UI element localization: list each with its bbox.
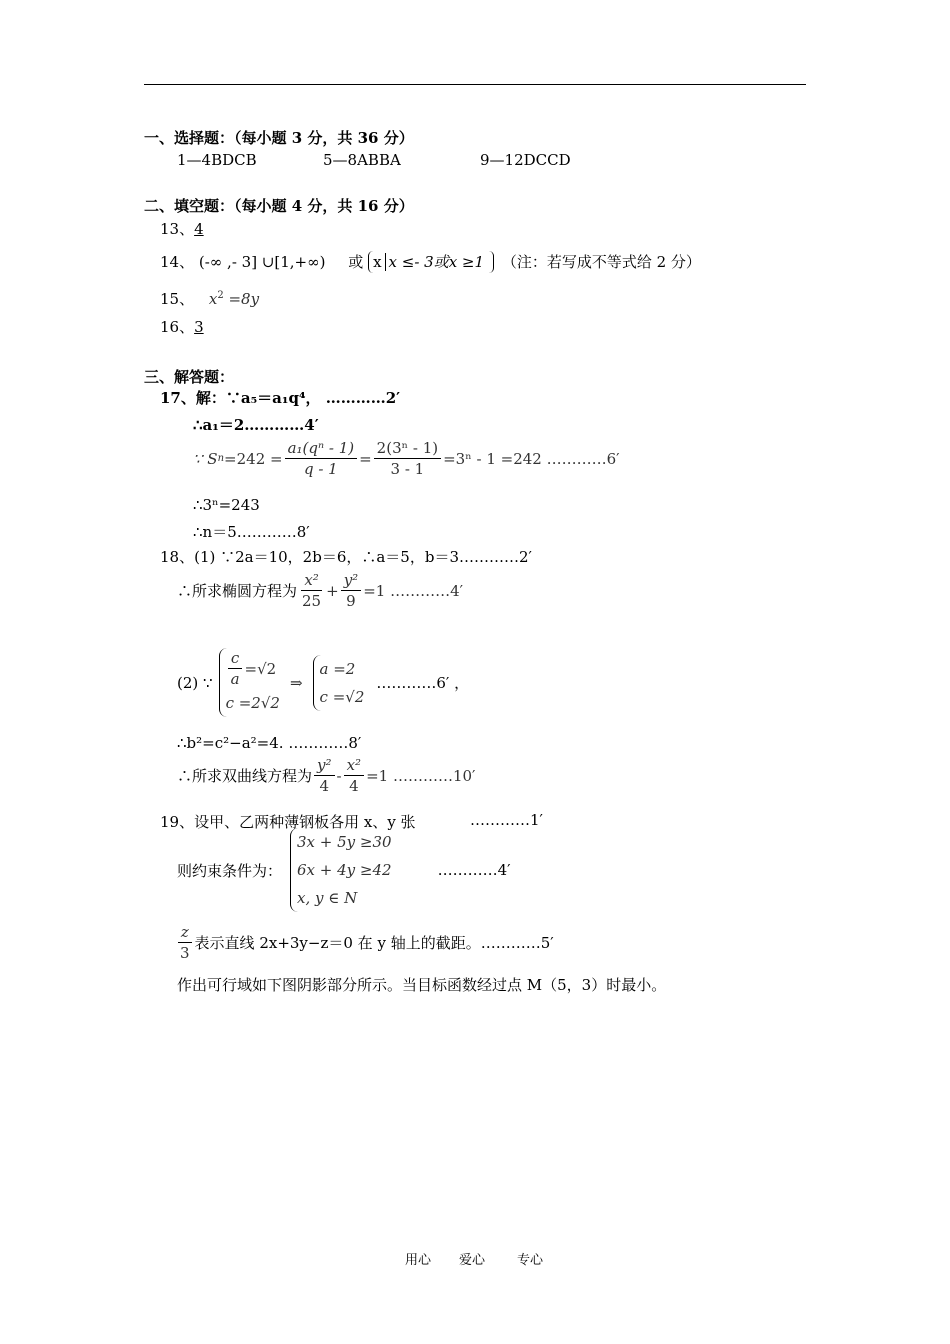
q17-line3: ∵ S n =242 = $\frac{\text{a₁(qⁿ - 1)}}{q - 1}$ = $\frac{\text{2(3ⁿ - 1)}}{3 - 1}$ =3ⁿ - 1 =242 …………6′ [193, 439, 620, 478]
q19-line1: 19、设甲、乙两种薄钢板各用 x、y 张 [160, 813, 416, 831]
q18-c-over-a-rhs: =√2 [244, 659, 277, 678]
choice-answers-3: 9—12DCCD [480, 151, 571, 169]
q18-fraction-y [341, 570, 362, 611]
q13-number: 13、 [160, 220, 195, 238]
q17-fraction-2 [374, 438, 441, 479]
q18-system-1 [219, 648, 280, 717]
q16-answer: 3 [194, 318, 204, 336]
q18-fraction-x [299, 570, 324, 611]
q18-line1: 18、(1) ∵2a＝10，2b＝6，∴a＝5，b＝3…………2′ [160, 548, 532, 566]
q18-system-2-b: c =√2 [319, 687, 365, 706]
footer-item-2: 爱心 [459, 1253, 486, 1268]
q18-part2-tail: …………6′ ， [376, 674, 470, 692]
q18-plus: + [326, 581, 339, 600]
q14 [160, 251, 701, 272]
q17-eq: =242 = [224, 449, 283, 468]
q14-set [368, 251, 494, 273]
q19-last-line: 作出可行域如下图阴影部分所示。当目标函数经过点 M（5，3）时最小。 [177, 976, 667, 994]
q18-minus: - [336, 766, 342, 785]
q18-fraction-x-num: x² [301, 570, 321, 591]
q19-z-den: 3 [180, 944, 190, 962]
q18-fraction-y-num: y² [341, 570, 362, 591]
q18-part2-lead: (2) ∵ [177, 673, 213, 692]
q18-fraction-x2-num: x² [344, 755, 364, 776]
q14-interval: (-∞ ,- 3] ∪[1,+∞) [198, 253, 326, 271]
q18-part2 [177, 648, 469, 717]
q16 [160, 316, 204, 337]
q14-number: 14、 [160, 253, 195, 271]
q18-implies: ⇒ [289, 673, 303, 692]
q17-fraction-2-den: 3 - 1 [390, 460, 425, 478]
q15-rhs: =8y [223, 290, 260, 308]
q18-fraction-x-den: 25 [302, 592, 322, 610]
q17-line5: ∴n＝5…………8′ [193, 523, 310, 541]
q17-sn: ∵ S [193, 449, 218, 468]
q18-system-2 [313, 655, 365, 711]
q18-ellipse-lead: ∴所求椭圆方程为 [177, 582, 298, 600]
q13-answer: 4 [194, 220, 204, 238]
q19-constraint-system [290, 828, 392, 912]
q15-exponent: 2 [217, 290, 224, 301]
q19-constraint-lead: 则约束条件为： [177, 861, 283, 880]
q18-fraction-y2-den: 4 [319, 777, 330, 795]
q19-constraints [177, 828, 511, 912]
q19-constraint-2: 6x + 4y ≥42 [297, 861, 392, 879]
q18-system-2-a: a =2 [319, 659, 356, 678]
q14-or: 或 [348, 253, 364, 271]
q19-z-over-3 [177, 922, 193, 963]
q17-fraction-1-den: q - 1 [303, 460, 338, 478]
q17-line4: ∴3ⁿ=243 [193, 496, 260, 514]
q19-line1-score: …………1′ [470, 811, 543, 829]
q18-fraction-x2-den: 4 [349, 777, 359, 795]
q17-line2: ∴a₁＝2…………4′ [193, 416, 319, 434]
q18-hyperbola-tail: =1 …………10′ [366, 766, 476, 785]
q19-intercept [177, 922, 554, 963]
choice-answers-1: 1—4BDCB [177, 151, 257, 169]
q18-c-over-a-num: c [228, 648, 242, 669]
footer-item-1: 用心 [405, 1253, 432, 1268]
section2-heading: 二、填空题：（每小题 4 分，共 16 分） [144, 197, 414, 215]
header-rule [144, 84, 806, 85]
q17-fraction-1 [285, 438, 358, 479]
q19-z-num: z [178, 922, 192, 943]
q19-constraint-1: 3x + 5y ≥30 [297, 833, 392, 851]
q18-fraction-y-den: 9 [346, 592, 356, 610]
q17-tail: =3ⁿ - 1 =242 …………6′ [443, 449, 620, 468]
q19-constraint-score: …………4′ [437, 861, 511, 879]
q14-set-condition: x ≤- 3或x ≥1 [388, 253, 485, 271]
q14-set-x: x [373, 253, 382, 271]
q15-lhs: x [208, 290, 218, 308]
q17-fraction-2-num: 2(3ⁿ - 1) [374, 438, 441, 459]
q18-ellipse-tail: =1 …………4′ [363, 581, 464, 600]
q17-fraction-1-num: a₁(qⁿ - 1) [285, 438, 358, 459]
section3-heading: 三、解答题： [144, 368, 235, 386]
q14-note: （注：若写成不等式给 2 分） [501, 253, 701, 271]
q18-fraction-y2 [314, 755, 335, 796]
q16-number: 16、 [160, 318, 195, 336]
q15-number: 15、 [160, 290, 195, 308]
q19-intercept-text: 表示直线 2x+3y−z＝0 在 y 轴上的截距。…………5′ [194, 934, 554, 952]
q17-sn-sub: n [217, 453, 225, 464]
q17-line1: 17、解：∵a₅＝a₁q⁴， …………2′ [160, 389, 401, 407]
choice-answers-2: 5—8ABBA [323, 151, 401, 169]
q18-hyperbola-lead: ∴所求双曲线方程为 [177, 767, 313, 785]
q18-line4: ∴b²=c²−a²=4. …………8′ [177, 734, 362, 752]
q13 [160, 218, 204, 239]
q15 [160, 288, 259, 309]
q18-line5 [177, 755, 475, 796]
q18-fraction-y2-num: y² [314, 755, 335, 776]
q18-c-over-a [228, 648, 243, 689]
q18-c-over-a-den: a [230, 670, 240, 688]
section1-heading: 一、选择题：（每小题 3 分，共 36 分） [144, 129, 414, 147]
q18-fraction-x2 [344, 755, 364, 796]
q19-constraint-3: x, y ∈ N [297, 889, 358, 907]
q18-system-1-b: c =2√2 [225, 694, 280, 712]
footer-item-3: 专心 [517, 1253, 544, 1268]
q18-line2 [177, 570, 463, 611]
